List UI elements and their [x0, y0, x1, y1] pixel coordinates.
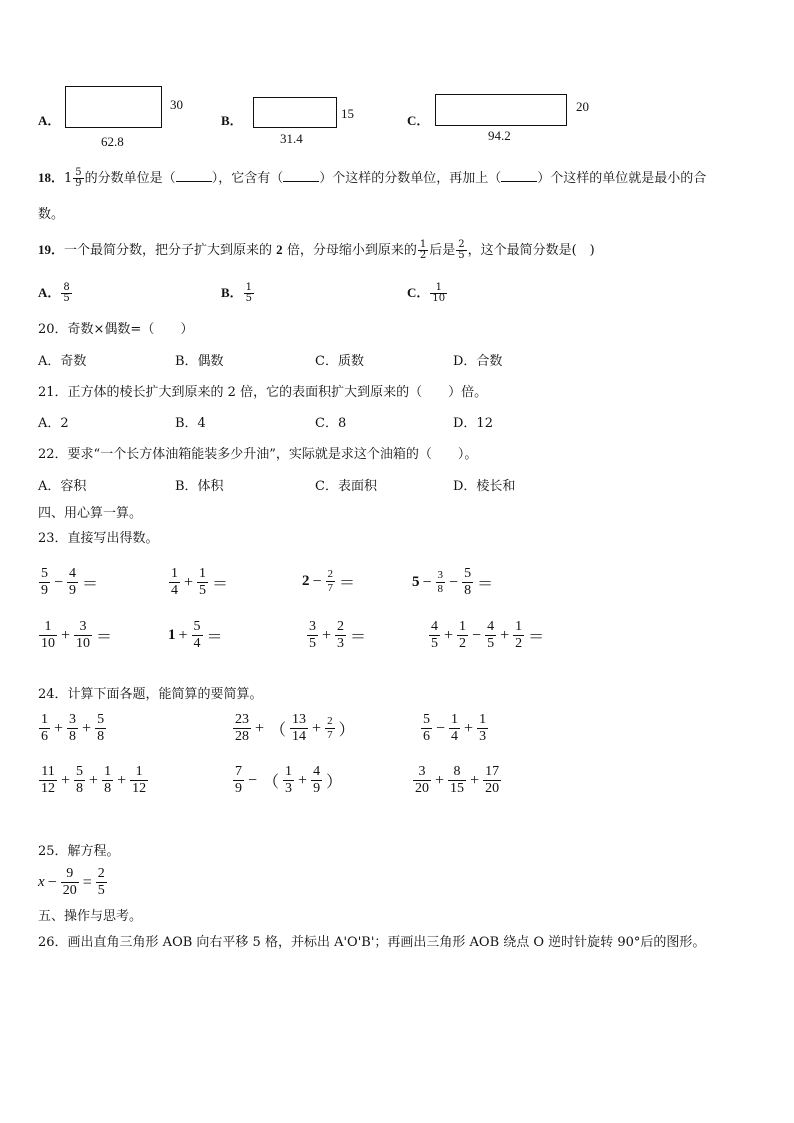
q23-expr-4: 5 − $\frac{3}{8}$ − $\frac{5}{8}$ ＝: [412, 566, 494, 598]
question-26: 26．画出直角三角形 AOB 向右平移 5 格，并标出 A'O'B'；再画出三角形 AOB 绕点 O 逆时针旋转 90°后的图形。: [38, 935, 706, 950]
rectangle-a-height: 30: [170, 97, 183, 112]
q21-option-b[interactable]: B．4: [175, 416, 206, 431]
question-21: 21．正方体的棱长扩大到原来的 2 倍，它的表面积扩大到原来的（ ）倍。: [38, 385, 488, 400]
question-20: 20．奇数×偶数=（ ）: [38, 322, 194, 337]
q23-expr-8: $\frac{4}{5}$ + $\frac{1}{2}$ − $\frac{4}{5}$ + $\frac{1}{2}$ ＝: [431, 619, 545, 651]
rectangle-b-width: 31.4: [280, 131, 303, 146]
q19-option-a[interactable]: A． $\frac{8}{5}$: [38, 282, 70, 304]
q24-expr-6: $\frac{3}{20}$ + $\frac{8}{15}$ + $\frac{17}{20}$: [415, 764, 500, 796]
option-b-label: B．: [221, 113, 243, 128]
q21-option-d[interactable]: D．12: [453, 416, 493, 431]
q19-option-b[interactable]: B． $\frac{1}{5}$: [221, 282, 253, 304]
q24-expr-1: $\frac{1}{6}$ + $\frac{3}{8}$ + $\frac{5}{8}$: [41, 712, 105, 744]
q24-expr-3: $\frac{5}{6}$ − $\frac{1}{4}$ + $\frac{1}{3}$: [423, 712, 487, 744]
q19-option-c[interactable]: C． $\frac{1}{10}$: [407, 282, 446, 304]
rectangle-c-height: 20: [576, 99, 589, 114]
q25-equation: x − $\frac{9}{20}$ = $\frac{2}{5}$: [38, 866, 105, 898]
question-18-continued: 数。: [38, 207, 65, 222]
question-25: 25．解方程。: [38, 844, 120, 859]
q22-option-a[interactable]: A．容积: [38, 479, 87, 494]
q24-expr-5: $\frac{7}{9}$ − （ $\frac{1}{3}$ + $\frac{4}{9}$ ）: [235, 764, 343, 796]
option-c-label: C．: [407, 113, 430, 128]
q21-option-c[interactable]: C．8: [315, 416, 347, 431]
question-22: 22．要求“一个长方体油箱能装多少升油”，实际就是求这个油箱的（ ）。: [38, 447, 478, 462]
question-23: 23．直接写出得数。: [38, 531, 159, 546]
q23-expr-1: $\frac{5}{9}$ − $\frac{4}{9}$ ＝: [41, 566, 99, 598]
rectangle-c-width: 94.2: [488, 128, 511, 143]
q23-expr-7: $\frac{3}{5}$ + $\frac{2}{3}$ ＝: [309, 619, 367, 651]
option-a-label: A．: [38, 113, 61, 128]
section-5-heading: 五、操作与思考。: [38, 909, 143, 924]
question-19: 19．一个最简分数，把分子扩大到原来的 2 倍，分母缩小到原来的 $\frac{1}{2}$ 后是 $\frac{2}{5}$ ，这个最简分数是( ): [38, 239, 595, 261]
q20-option-c[interactable]: C．质数: [315, 354, 364, 369]
rectangle-a-width: 62.8: [101, 134, 124, 149]
q24-expr-4: $\frac{11}{12}$ + $\frac{5}{8}$ + $\frac{1}{8}$ + $\frac{1}{12}$: [41, 764, 147, 796]
rectangle-a: [65, 86, 162, 128]
rectangle-b: [253, 97, 337, 128]
q23-expr-3: 2 − $\frac{2}{7}$ ＝: [302, 568, 356, 594]
rectangle-c: [435, 94, 567, 126]
q22-option-b[interactable]: B．体积: [175, 479, 224, 494]
q20-option-a[interactable]: A．奇数: [38, 354, 87, 369]
q22-option-c[interactable]: C．表面积: [315, 479, 377, 494]
question-18: 18．1 $\frac{5}{9}$ 的分数单位是（ ），它含有（ ）个这样的分数单位，再加上（ ）个这样的单位就是最小的合: [38, 167, 707, 189]
q23-expr-2: $\frac{1}{4}$ + $\frac{1}{5}$ ＝: [171, 566, 229, 598]
q21-option-a[interactable]: A．2: [38, 416, 69, 431]
q24-expr-2: $\frac{23}{28}$ + （ $\frac{13}{14}$ + $\frac{2}{7}$ ）: [235, 712, 355, 744]
rectangle-b-height: 15: [341, 106, 354, 121]
q20-option-d[interactable]: D．合数: [453, 354, 503, 369]
q23-expr-5: $\frac{1}{10}$ + $\frac{3}{10}$ ＝: [41, 619, 113, 651]
q23-expr-6: 1 + $\frac{5}{4}$ ＝: [168, 619, 223, 651]
q20-option-b[interactable]: B．偶数: [175, 354, 224, 369]
question-24: 24．计算下面各题，能简算的要简算。: [38, 687, 263, 702]
q22-option-d[interactable]: D．棱长和: [453, 479, 516, 494]
section-4-heading: 四、用心算一算。: [38, 506, 143, 521]
